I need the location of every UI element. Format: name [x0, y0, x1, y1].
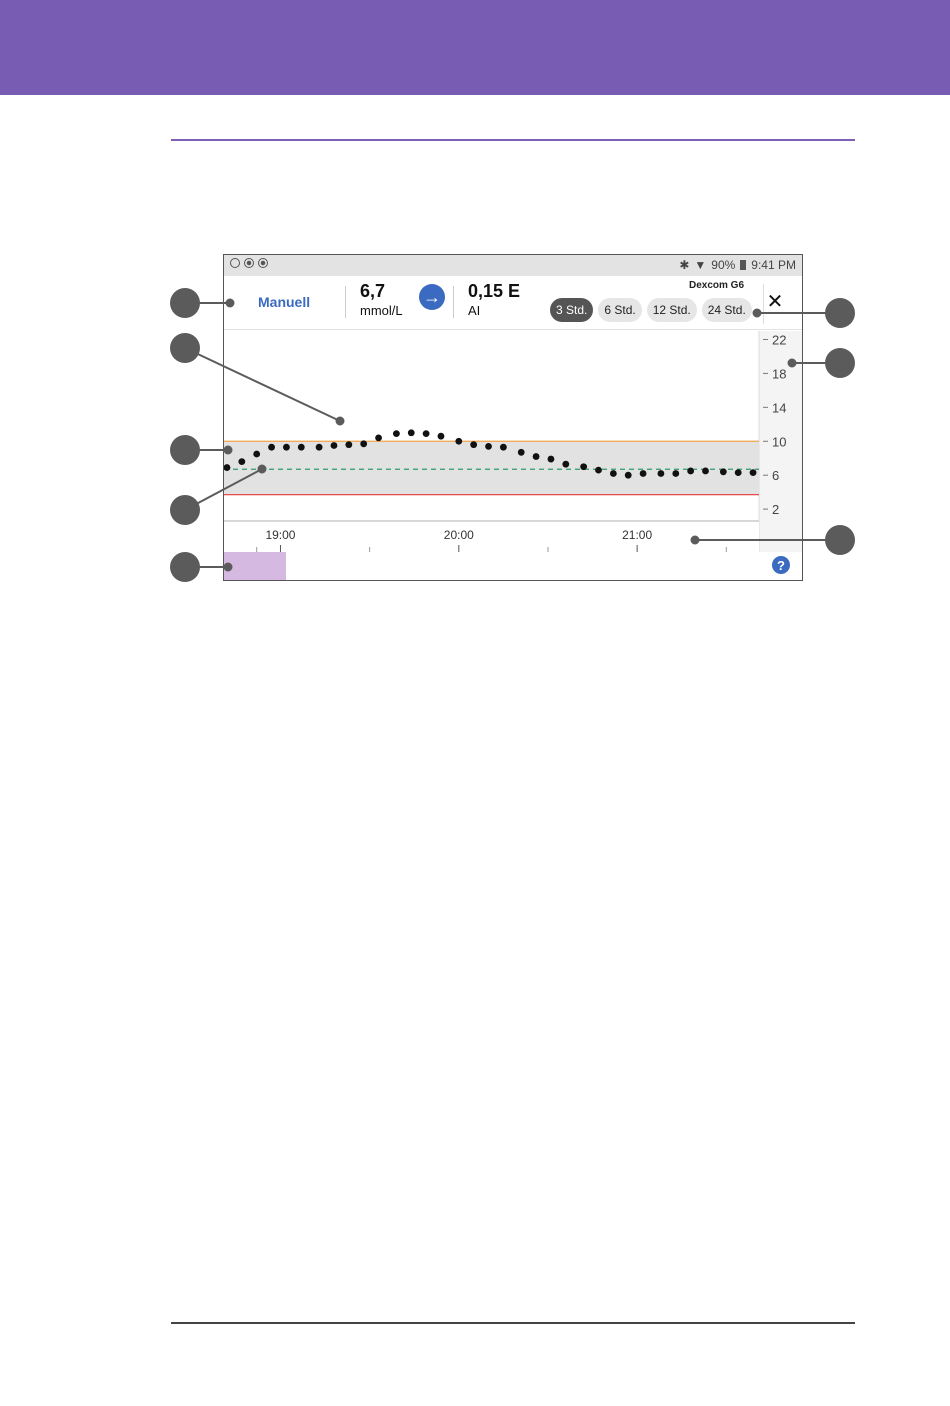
callout-marker [170, 288, 200, 318]
callout-marker [170, 333, 200, 363]
callout-marker [825, 298, 855, 328]
y-tick-label: 18 [772, 366, 787, 382]
callout-marker [170, 435, 200, 465]
insulin-on-board-value: 0,15 E [468, 281, 521, 301]
range-24h-button[interactable]: 24 Std. [702, 298, 752, 322]
close-icon[interactable]: ✕ [766, 290, 784, 313]
callout-marker [170, 552, 200, 582]
clock: 9:41 PM [751, 258, 796, 272]
y-tick-label: 22 [772, 332, 787, 348]
glucose-value: 6,7 [360, 281, 386, 301]
y-tick-label: 6 [772, 468, 780, 484]
x-tick-label: 21:00 [622, 528, 653, 542]
wifi-icon: ▼ [694, 258, 707, 272]
y-tick-label: 2 [772, 502, 780, 518]
help-icon[interactable]: ? [772, 556, 790, 574]
range-3h-button[interactable]: 3 Std. [550, 298, 593, 322]
callout-marker [825, 525, 855, 555]
mode-label[interactable]: Manuell [258, 294, 311, 310]
bluetooth-icon: ✱ [679, 258, 690, 272]
callout-marker [170, 495, 200, 525]
glucose-unit: mmol/L [360, 303, 403, 318]
y-tick-label: 10 [772, 434, 787, 450]
range-6h-button[interactable]: 6 Std. [598, 298, 641, 322]
trend-arrow-icon: → [419, 284, 445, 310]
x-tick-label: 19:00 [265, 528, 296, 542]
battery-percent: 90% [711, 258, 736, 272]
insulin-on-board-label: AI [468, 303, 481, 318]
range-12h-button[interactable]: 12 Std. [647, 298, 697, 322]
callout-marker [825, 348, 855, 378]
x-tick-label: 20:00 [443, 528, 474, 542]
cgm-name: Dexcom G6 [689, 280, 745, 291]
bottom-rule [171, 1322, 855, 1324]
y-tick-label: 14 [772, 400, 787, 416]
